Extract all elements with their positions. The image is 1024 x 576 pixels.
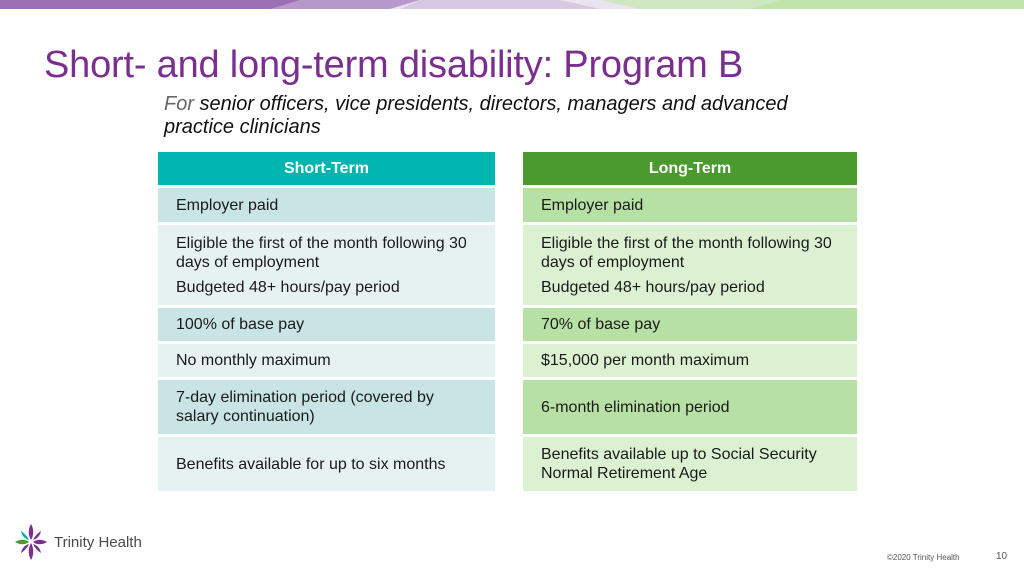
cell-text: Employer paid <box>541 196 644 214</box>
cell-text: $15,000 per month maximum <box>541 352 750 369</box>
page-subtitle <box>164 93 804 139</box>
long-term-header: Long-Term <box>523 152 857 185</box>
table-row <box>158 188 495 222</box>
table-row <box>158 380 495 434</box>
subtitle-for: For <box>164 93 194 115</box>
logo-text: Trinity Health <box>54 533 142 551</box>
table-row <box>158 308 495 341</box>
page-number: 10 <box>996 551 1008 562</box>
cell-text: 100% of base pay <box>176 316 305 333</box>
trinity-health-logo <box>14 523 142 561</box>
long-term-table <box>523 152 857 494</box>
cell-text: Budgeted 48+ hours/pay period <box>176 278 400 296</box>
table-row <box>523 437 857 491</box>
page-title: Short- and long-term disability: Program B <box>44 44 744 86</box>
table-row <box>523 225 857 305</box>
short-term-header: Short-Term <box>158 152 495 185</box>
cell-text: 7-day elimination period (covered by salary continuation) <box>176 389 434 425</box>
table-row <box>523 380 857 434</box>
table-row <box>158 437 495 491</box>
short-term-table <box>158 152 495 494</box>
trinity-cross-icon <box>14 523 48 561</box>
top-ribbon <box>0 0 1024 9</box>
table-row <box>158 225 495 305</box>
table-row <box>523 188 857 222</box>
cell-text: Benefits available up to Social Security Normal Retirement Age <box>541 446 817 482</box>
subtitle-text: senior officers, vice presidents, directors, managers and advanced practice clinicians <box>164 93 788 138</box>
cell-text: 6-month elimination period <box>541 398 730 416</box>
cell-text: Eligible the first of the month following 30 days of employment <box>541 234 832 271</box>
cell-text: Benefits available for up to six months <box>176 455 446 473</box>
cell-text: Employer paid <box>176 196 279 214</box>
table-row <box>158 344 495 377</box>
cell-text: Budgeted 48+ hours/pay period <box>541 278 765 296</box>
cell-text: Eligible the first of the month following 30 days of employment <box>176 234 467 271</box>
copyright: ©2020 Trinity Health <box>887 553 960 562</box>
cell-text: No monthly maximum <box>176 352 331 369</box>
cell-text: 70% of base pay <box>541 316 661 333</box>
table-row <box>523 344 857 377</box>
table-row <box>523 308 857 341</box>
